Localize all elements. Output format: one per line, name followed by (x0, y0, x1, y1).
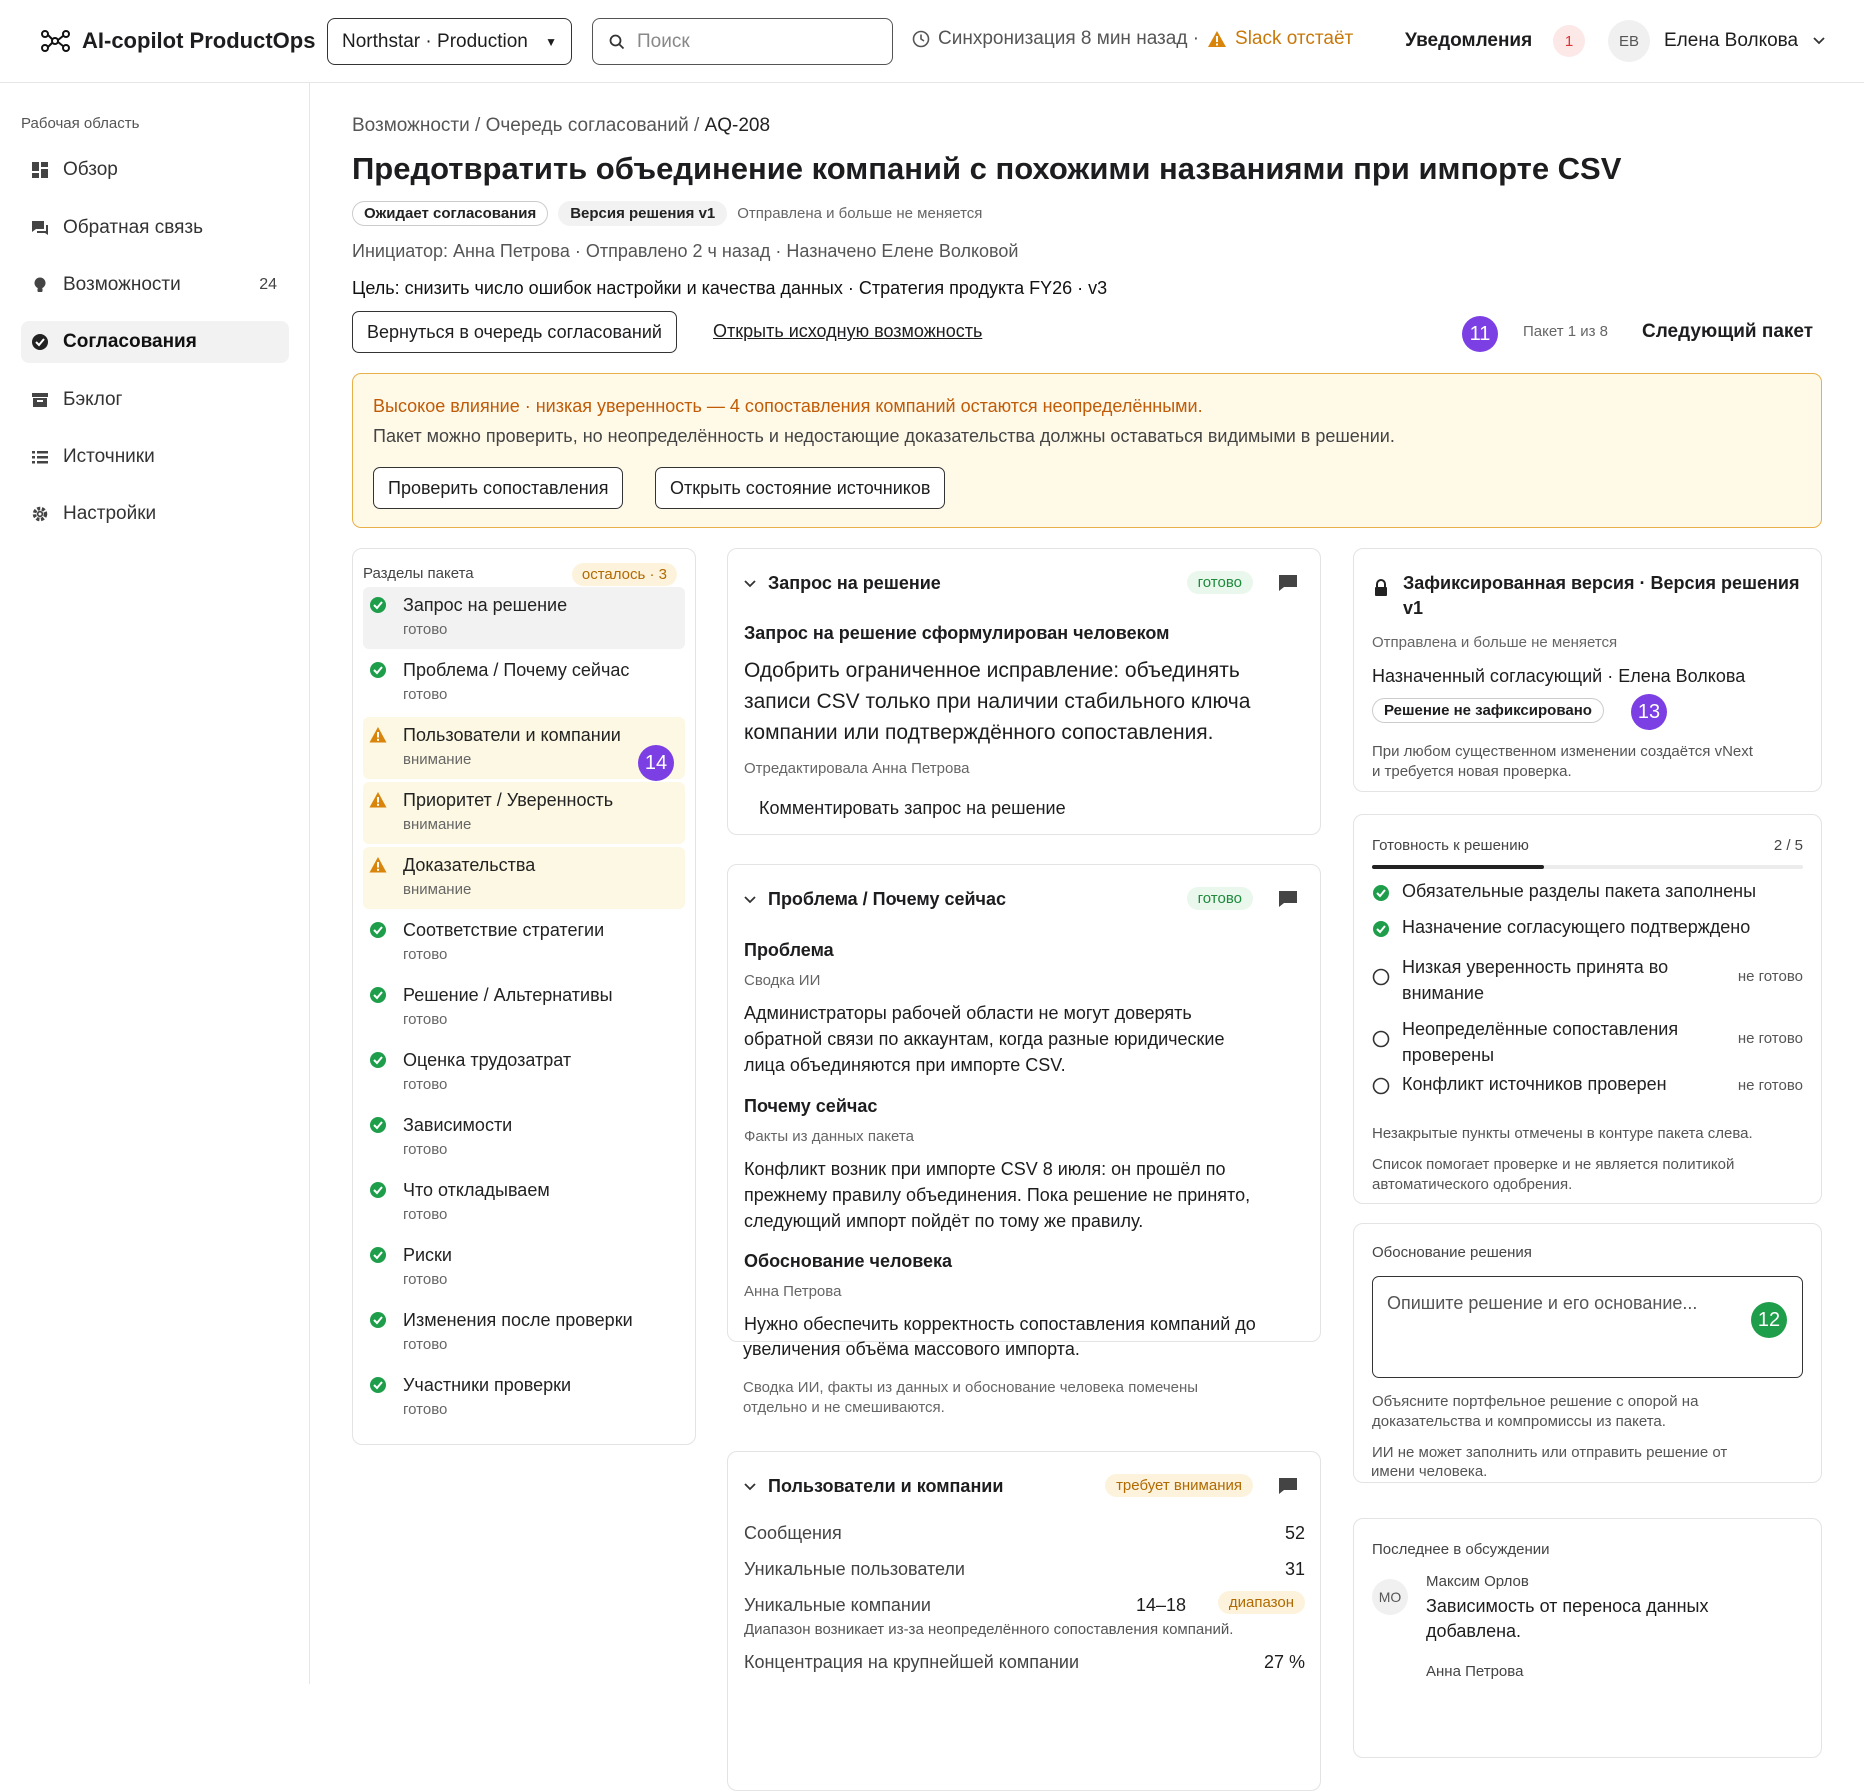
locked-version-title-2: v1 (1403, 598, 1424, 618)
check-circle-icon (369, 661, 387, 679)
alert-text: Пакет можно проверить, но неопределённость и недостающие доказательства должны оставаться видимыми в решении. (373, 426, 1395, 446)
outline-item-name: Запрос на решение (403, 595, 568, 615)
goal-meta: Цель: снизить число ошибок настройки и качества данных · Стратегия продукта FY26 · v3 (352, 278, 1108, 298)
not-ready-tag: не готово (1737, 968, 1803, 985)
top-bar (0, 0, 1864, 83)
search-input[interactable] (592, 18, 893, 65)
breadcrumb-separator: / (694, 115, 705, 136)
sidebar-item-opportunities[interactable] (21, 264, 289, 306)
metric-value: 31 (1284, 1559, 1305, 1579)
section-status-badge: готово (1187, 887, 1253, 910)
search-placeholder: Поиск (637, 30, 690, 52)
readiness-item-label: Конфликт источников проверен (1402, 1074, 1667, 1094)
section-status-badge: требует внимания (1105, 1474, 1253, 1497)
outline-item-status: готово (403, 1206, 448, 1223)
sidebar-item-label: Настройки (63, 503, 157, 524)
sidebar-item-settings[interactable] (21, 493, 289, 535)
metric-label: Уникальные компании (744, 1595, 931, 1615)
check-circle-icon (1372, 884, 1390, 902)
readiness-count: 2 / 5 (1773, 837, 1803, 854)
alert-headline: Высокое влияние · низкая уверенность — 4 сопоставления компаний остаются неопределёнными. (373, 396, 1203, 416)
outline-item[interactable] (363, 1302, 685, 1364)
user-name: Елена Волкова (1664, 30, 1799, 51)
ai-summary-label: Сводка ИИ (744, 972, 821, 989)
readiness-note: Незакрытые пункты отмечены в контуре пакета слева. (1372, 1125, 1753, 1142)
section-title: Проблема / Почему сейчас (768, 889, 1007, 909)
app-logo[interactable] (40, 26, 315, 56)
request-meta: Инициатор: Анна Петрова · Отправлено 2 ч назад · Назначено Елене Волковой (352, 241, 1019, 261)
list-icon (31, 448, 49, 466)
sidebar-item-overview[interactable] (21, 149, 289, 191)
human-reason-text: Нужно обеспечить корректность сопоставления компаний до (744, 1314, 1256, 1334)
section-header[interactable] (744, 889, 1006, 910)
outline-item[interactable] (363, 977, 685, 1039)
readiness-item-label: Неопределённые сопоставления проверены (1402, 1019, 1679, 1065)
problem-text: лица объединяются при импорте CSV. (744, 1055, 1066, 1075)
readiness-item[interactable] (1372, 917, 1802, 938)
warning-icon (1207, 30, 1227, 48)
rationale-help: Объясните портфельное решение с опорой на (1372, 1393, 1699, 1410)
separation-note: Сводка ИИ, факты из данных и обоснование человека помечены (743, 1379, 1199, 1396)
outline-item-status: готово (403, 1141, 448, 1158)
outline-item-status: внимание (403, 816, 472, 833)
back-to-queue-button[interactable]: Вернуться в очередь согласований (352, 311, 677, 353)
search-icon (609, 34, 625, 50)
outline-item-name: Что откладываем (403, 1180, 550, 1200)
person-label: Анна Петрова (744, 1283, 842, 1300)
comment-decision-request-button[interactable]: Комментировать запрос на решение (759, 798, 1066, 818)
why-now-heading: Почему сейчас (744, 1096, 878, 1116)
why-now-text: прежнему правилу объединения. Пока решение не принято, (744, 1185, 1251, 1205)
readiness-title: Готовность к решению (1372, 837, 1529, 854)
outline-item[interactable] (363, 1172, 685, 1234)
outline-item[interactable] (363, 847, 685, 909)
sync-status (912, 28, 1353, 50)
sidebar-item-count: 24 (259, 276, 277, 293)
archive-icon (31, 391, 49, 409)
chevron-down-icon (744, 896, 756, 904)
why-now-text: Конфликт возник при импорте CSV 8 июля: он прошёл по (744, 1159, 1226, 1179)
section-title: Пользователи и компании (768, 1476, 1004, 1496)
warning-icon (369, 791, 387, 809)
metric-value: 14–18 (1136, 1595, 1187, 1615)
annotation-badge-14: 14 (638, 745, 674, 781)
outline-item-name: Оценка трудозатрат (403, 1050, 572, 1070)
outline-item-status: внимание (403, 751, 472, 768)
lightbulb-icon (31, 276, 49, 294)
readiness-item-label: Низкая уверенность принята во внимание (1402, 957, 1669, 1003)
avatar: ЕВ (1608, 20, 1650, 62)
check-circle-icon (369, 986, 387, 1004)
outline-title: Разделы пакета (363, 565, 474, 582)
outline-item-name: Проблема / Почему сейчас (403, 660, 630, 680)
clock-icon (912, 30, 930, 48)
outline-item-status: внимание (403, 881, 472, 898)
not-ready-tag: не готово (1737, 1077, 1803, 1094)
check-circle-icon (369, 1311, 387, 1329)
environment-label: Northstar · Production (342, 30, 528, 52)
sidebar-item-label: Обратная связь (63, 217, 203, 238)
separation-note: отдельно и не смешиваются. (743, 1399, 945, 1416)
breadcrumb (352, 115, 770, 137)
outline-item-name: Доказательства (403, 855, 536, 875)
decision-rationale-card (1353, 1223, 1822, 1483)
lock-icon (1373, 579, 1389, 597)
metric-value: 27 % (1263, 1652, 1305, 1672)
rationale-help: ИИ не может заполнить или отправить решение от (1372, 1444, 1728, 1461)
decision-request-text: компании или подтверждённого сопоставления. (744, 721, 1214, 744)
low-confidence-alert (352, 373, 1822, 528)
packet-counter: Пакет 1 из 8 (1523, 323, 1609, 340)
page-title: Предотвратить объединение компаний с похожими названиями при импорте CSV (352, 151, 1622, 186)
chevron-down-icon (744, 580, 756, 588)
metric-label: Сообщения (744, 1523, 842, 1543)
rationale-help: имени человека. (1371, 1463, 1488, 1480)
outline-item-name: Решение / Альтернативы (403, 985, 613, 1005)
locked-version-title: Зафиксированная версия · Версия решения (1403, 573, 1800, 593)
warning-icon (369, 726, 387, 744)
outline-item[interactable] (363, 652, 685, 714)
metric-label: Концентрация на крупнейшей компании (744, 1652, 1080, 1672)
decision-readiness-card (1353, 814, 1822, 1204)
sidebar-title: Рабочая область (21, 115, 140, 132)
outline-item-name: Участники проверки (403, 1375, 572, 1395)
environment-select[interactable] (327, 18, 572, 65)
outline-item-status: готово (403, 1401, 448, 1418)
comment-icon[interactable] (1278, 574, 1298, 592)
outline-item-status: готово (403, 686, 448, 703)
chevron-down-icon (744, 1483, 756, 1491)
facts-label: Факты из данных пакета (744, 1128, 914, 1145)
empty-circle-icon (1372, 1030, 1390, 1048)
sidebar-item-backlog[interactable] (21, 379, 289, 421)
vnext-info: и требуется новая проверка. (1372, 763, 1572, 780)
readiness-item-label: Обязательные разделы пакета заполнены (1402, 881, 1757, 901)
sidebar-item-feedback[interactable] (21, 207, 289, 249)
check-circle-icon (369, 1116, 387, 1134)
breadcrumb-approval-queue[interactable]: Очередь согласований (485, 115, 689, 136)
assigned-approver: Назначенный согласующий · Елена Волкова (1372, 666, 1746, 686)
next-packet-button[interactable]: Следующий пакет (1642, 321, 1814, 342)
breadcrumb-opportunities[interactable]: Возможности (352, 115, 470, 136)
comment-icon[interactable] (1278, 1477, 1298, 1495)
outline-item-status: готово (403, 1076, 448, 1093)
gear-icon (31, 505, 49, 523)
caret-down-icon: ▼ (545, 34, 557, 49)
problem-text: Администраторы рабочей области не могут доверять (744, 1003, 1192, 1023)
chevron-down-icon (1812, 36, 1826, 46)
breadcrumb-current: AQ-208 (704, 115, 771, 136)
review-matches-button[interactable]: Проверить сопоставления (373, 467, 623, 509)
packet-outline (352, 548, 696, 1445)
not-ready-tag: не готово (1737, 1030, 1803, 1047)
section-header[interactable] (744, 573, 941, 594)
notifications-button[interactable]: Уведомления (1405, 30, 1533, 51)
outline-item-name: Зависимости (403, 1115, 513, 1135)
outline-item-name: Приоритет / Уверенность (403, 790, 614, 810)
outline-item[interactable] (363, 1042, 685, 1104)
locked-version-card (1353, 548, 1822, 792)
annotation-badge-12: 12 (1751, 1302, 1787, 1338)
sidebar-item-label: Возможности (63, 274, 181, 295)
warning-icon (369, 856, 387, 874)
outline-item-status: готово (403, 946, 448, 963)
decision-request-text: записи CSV только при наличии стабильного ключа (744, 690, 1251, 713)
sidebar-item-sources[interactable] (21, 436, 289, 478)
rationale-placeholder: Опишите решение и его основание... (1387, 1293, 1698, 1313)
edited-by-note: Отредактировала Анна Петрова (744, 760, 970, 777)
sidebar-item-approvals[interactable] (21, 321, 289, 363)
check-circle-icon (31, 333, 49, 351)
status-badge: Ожидает согласования (352, 201, 548, 226)
annotation-badge-11: 11 (1462, 316, 1498, 352)
problem-text: обратной связи по аккаунтам, когда разные юридические (744, 1029, 1225, 1049)
check-circle-icon (1372, 920, 1390, 938)
discussion-title: Последнее в обсуждении (1372, 1541, 1550, 1558)
annotation-badge-13: 13 (1631, 694, 1667, 730)
problem-why-now-section (727, 864, 1321, 1342)
latest-discussion-card (1353, 1518, 1822, 1758)
decision-request-text: Одобрить ограниченное исправление: объединять (744, 659, 1240, 682)
locked-note: Отправлена и больше не меняется (1372, 634, 1618, 651)
human-reason-text: увеличения объёма массового импорта. (743, 1339, 1080, 1359)
version-badge: Версия решения v1 (558, 201, 727, 226)
outline-remaining-badge: осталось · 3 (572, 563, 677, 586)
sidebar-item-label: Согласования (63, 331, 197, 352)
vnext-info: При любом существенном изменении создаётся vNext (1372, 743, 1753, 760)
check-circle-icon (369, 1376, 387, 1394)
section-status-badge: готово (1187, 571, 1253, 594)
empty-circle-icon (1372, 1077, 1390, 1095)
sidebar (0, 83, 310, 1684)
check-circle-icon (369, 596, 387, 614)
why-now-text: следующий импорт пойдёт по тому же правилу. (744, 1211, 1144, 1231)
outline-item-name: Соответствие стратегии (403, 920, 605, 940)
problem-heading: Проблема (744, 940, 834, 960)
readiness-item[interactable] (1372, 881, 1802, 902)
decision-status-badge: Решение не зафиксировано (1372, 698, 1604, 723)
outline-item[interactable] (363, 717, 685, 779)
metric-label: Уникальные пользователи (744, 1559, 965, 1579)
decision-request-subtitle: Запрос на решение сформулирован человеком (744, 623, 1170, 643)
slack-warning[interactable]: Slack отстаёт (1235, 28, 1354, 49)
network-logo-icon (40, 26, 72, 56)
outline-item[interactable] (363, 1237, 685, 1299)
outline-item-name: Риски (403, 1245, 452, 1265)
rationale-help: доказательства и компромиссы из пакета. (1372, 1413, 1666, 1430)
outline-item[interactable] (363, 782, 685, 844)
outline-item[interactable] (363, 1367, 685, 1429)
discussion-author: Максим Орлов (1426, 1573, 1529, 1590)
range-note: Диапазон возникает из-за неопределённого сопоставления компаний. (744, 1621, 1234, 1638)
outline-item[interactable] (363, 587, 685, 649)
outline-item-name: Пользователи и компании (403, 725, 621, 745)
outline-item-status: готово (403, 621, 448, 638)
chat-icon (31, 219, 49, 237)
version-note: Отправлена и больше не меняется (737, 205, 983, 222)
sidebar-item-label: Бэклог (63, 389, 123, 410)
notifications-count-badge: 1 (1553, 25, 1585, 57)
check-circle-icon (369, 1181, 387, 1199)
check-circle-icon (369, 921, 387, 939)
check-circle-icon (369, 1246, 387, 1264)
readiness-item-label: Назначение согласующего подтверждено (1402, 917, 1751, 937)
discussion-text: добавлена. (1426, 1621, 1522, 1641)
readiness-note: Список помогает проверке и не является политикой (1372, 1156, 1735, 1173)
metric-value: 52 (1284, 1523, 1305, 1543)
status-tags (352, 201, 982, 226)
breadcrumb-separator: / (475, 115, 486, 136)
sidebar-item-label: Источники (63, 446, 155, 467)
range-badge: диапазон (1218, 1591, 1305, 1614)
users-companies-section (727, 1451, 1321, 1791)
outline-item-status: готово (403, 1271, 448, 1288)
dashboard-icon (31, 161, 49, 179)
user-menu[interactable] (1608, 20, 1826, 62)
readiness-note: автоматического одобрения. (1372, 1176, 1573, 1193)
sidebar-item-label: Обзор (63, 159, 118, 180)
discussion-author: Анна Петрова (1426, 1663, 1524, 1680)
readiness-progress-track (1372, 865, 1803, 869)
sync-text: Синхронизация 8 мин назад · (938, 28, 1200, 49)
discussion-text: Зависимость от переноса данных (1426, 1596, 1709, 1616)
outline-item-status: готово (403, 1011, 448, 1028)
open-source-opportunity-link[interactable]: Открыть исходную возможность (713, 321, 983, 341)
outline-item-status: готово (403, 1336, 448, 1353)
comment-icon[interactable] (1278, 890, 1298, 908)
section-header[interactable] (744, 1476, 1003, 1497)
empty-circle-icon (1372, 968, 1390, 986)
section-title: Запрос на решение (768, 573, 941, 593)
check-circle-icon (369, 1051, 387, 1069)
outline-item[interactable] (363, 912, 685, 974)
rationale-textarea[interactable] (1372, 1276, 1803, 1378)
app-name: AI-copilot ProductOps (82, 28, 316, 53)
decision-request-section (727, 548, 1321, 835)
rationale-title: Обоснование решения (1372, 1244, 1532, 1261)
outline-item[interactable] (363, 1107, 685, 1169)
avatar: МО (1372, 1579, 1408, 1615)
human-reason-heading: Обоснование человека (744, 1251, 953, 1271)
open-source-status-button[interactable]: Открыть состояние источников (655, 467, 945, 509)
readiness-progress-fill (1372, 865, 1544, 869)
outline-item-name: Изменения после проверки (403, 1310, 633, 1330)
